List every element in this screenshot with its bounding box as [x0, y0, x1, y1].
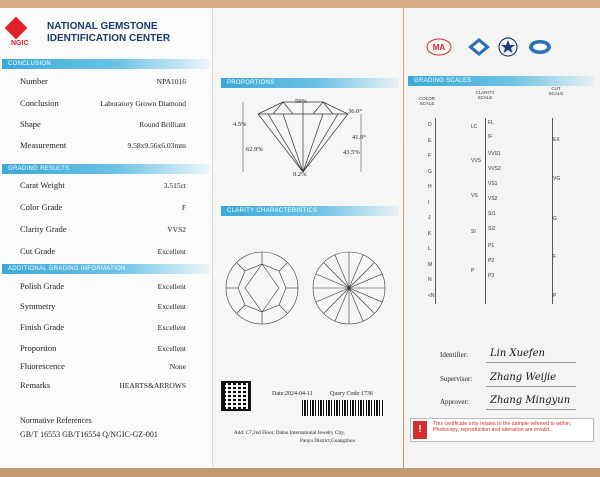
- proportion-culet: 0.2%: [293, 171, 307, 178]
- clarity-plot-pavilion: [309, 248, 389, 328]
- clarity-scale-line: [485, 118, 486, 304]
- color-grade: <N: [428, 292, 435, 299]
- color-grade: M: [428, 261, 433, 268]
- clarity-group: P: [471, 268, 475, 274]
- row-label: Color Grade: [20, 202, 63, 212]
- row-value: None: [169, 362, 186, 371]
- section-conclusion-header: CONCLUSION: [2, 59, 210, 69]
- clarity-grade: P1: [488, 243, 495, 249]
- signature-role: Identifier:: [440, 351, 468, 359]
- clarity-grade: IF: [488, 134, 493, 140]
- proportion-pavilion-angle: 41.0°: [352, 134, 366, 141]
- signature-name: Lin Xuefen: [490, 348, 545, 359]
- row-value: Excellent: [157, 247, 186, 256]
- cut-grade: G: [553, 216, 557, 222]
- row-label: Conclusion: [20, 98, 59, 108]
- row-label: Symmetry: [20, 301, 56, 311]
- clarity-group: VS: [471, 193, 478, 199]
- row-value: Excellent: [157, 302, 186, 311]
- svg-text:MA: MA: [432, 43, 446, 52]
- proportion-table: 59%: [295, 98, 307, 105]
- section-grading-results-header: GRADING RESULTS: [2, 164, 210, 174]
- color-grade: I: [428, 199, 430, 206]
- row-value: 3.515ct: [163, 181, 186, 190]
- row-label: Remarks: [20, 380, 51, 390]
- clarity-plot-crown: [222, 248, 302, 328]
- cut-scale-title: CUT SCALE: [548, 86, 564, 96]
- qr-code-pattern: [225, 385, 247, 407]
- clarity-grade: VS2: [488, 196, 498, 202]
- row-label: Carat Weight: [20, 180, 65, 190]
- row-value: NPA1016: [156, 77, 186, 86]
- row-value: VVS2: [167, 225, 186, 234]
- color-grade: K: [428, 230, 432, 237]
- signature-line: [486, 386, 576, 387]
- row-label: Polish Grade: [20, 281, 65, 291]
- section-additional-header: ADDITIONAL GRADING INFORMATION: [2, 264, 210, 274]
- disclaimer-box: [410, 418, 594, 442]
- report-date: Date:2024-04-11: [272, 391, 313, 397]
- address-line2: Panyu District,Guangzhou: [300, 438, 356, 444]
- row-value: Excellent: [157, 282, 186, 291]
- color-grade: E: [428, 137, 432, 144]
- color-grade: L: [428, 246, 431, 252]
- row-label: Number: [20, 76, 48, 86]
- certification-diamond-icon: [466, 36, 492, 58]
- cut-grade: F: [553, 254, 557, 260]
- color-scale-line: [435, 118, 436, 304]
- barcode: [302, 400, 384, 416]
- color-grade: N: [428, 277, 432, 283]
- signature-name: Zhang Mingyun: [490, 395, 571, 406]
- row-value: Laboratory Grown Diamond: [100, 99, 186, 108]
- proportion-total-depth: 62.9%: [246, 146, 263, 153]
- row-label: Measurement: [20, 140, 67, 150]
- section-proportions-header: PROPORTIONS: [221, 78, 399, 88]
- logo-abbr: NGIC: [11, 40, 29, 47]
- certification-cnas-icon: [527, 36, 553, 58]
- disclaimer-text: This certificate only relates to the sample referred to within. Photocopy, reproduction and alteration are invalid.: [433, 421, 572, 434]
- row-label: Cut Grade: [20, 246, 56, 256]
- signature-line: [486, 409, 576, 410]
- color-grade: F: [428, 153, 432, 159]
- cut-grade: EX: [553, 137, 560, 143]
- cut-scale-line: [552, 118, 553, 304]
- signature-role: Supervisor:: [440, 375, 473, 383]
- color-grade: D: [428, 122, 432, 128]
- normative-references: [20, 414, 158, 442]
- signature-role: Approver:: [440, 398, 469, 406]
- cut-grade: P: [553, 293, 557, 299]
- row-label: Finish Grade: [20, 322, 65, 332]
- row-label: Shape: [20, 119, 41, 129]
- row-value: Excellent: [157, 323, 186, 332]
- proportion-crown-height: 4.5%: [233, 121, 247, 128]
- org-name-line1: NATIONAL GEMSTONE: [47, 21, 158, 32]
- signature-line: [486, 362, 576, 363]
- clarity-scale-title: CLARITY SCALE: [475, 90, 495, 100]
- clarity-grade: VS1: [488, 181, 498, 187]
- row-label: Clarity Grade: [20, 224, 67, 234]
- proportions-diagram: [213, 92, 403, 192]
- clarity-group: LC: [471, 124, 478, 130]
- row-value: HEARTS&ARROWS: [119, 381, 186, 390]
- section-grading-scales-header: GRADING SCALES: [408, 76, 594, 86]
- org-name-line2: IDENTIFICATION CENTER: [47, 33, 171, 44]
- proportion-crown-angle: 36.0°: [348, 108, 362, 115]
- signature-name: Zhang Weijie: [490, 372, 557, 383]
- clarity-group: VVS: [471, 158, 482, 164]
- clarity-group: SI: [471, 229, 476, 235]
- color-grade: G: [428, 168, 432, 175]
- color-grade: J: [428, 215, 431, 221]
- references-title: Normative References: [20, 416, 92, 425]
- clarity-grade: VVS2: [488, 166, 501, 172]
- clarity-grade: P2: [488, 258, 495, 264]
- row-value: F: [181, 203, 186, 212]
- address-line1: Add: C7,2nd Floor, Daluo International Jewelry City,: [234, 430, 345, 436]
- clarity-grade: VVS1: [488, 151, 501, 157]
- color-scale-title: COLOR SCALE: [418, 96, 435, 106]
- row-value: Round Brilliant: [139, 120, 186, 129]
- row-label: Proportion: [20, 343, 57, 353]
- cut-grade: VG: [553, 176, 561, 182]
- row-value: 9.58x9.56x6.03mm: [127, 141, 186, 150]
- section-clarity-characteristics-header: CLARITY CHARACTERISTICS: [221, 206, 399, 216]
- references-line: GB/T 16553 GB/T16554 Q/NGIC-GZ-001: [20, 430, 158, 439]
- cma-logo-icon: [426, 36, 452, 58]
- warning-icon: !: [413, 421, 427, 439]
- clarity-grade: SI1: [488, 211, 496, 217]
- color-grade: H: [428, 184, 432, 190]
- proportion-pavilion-depth: 43.5%: [343, 149, 360, 156]
- clarity-grade: SI2: [488, 226, 496, 232]
- clarity-grade: P3: [488, 273, 495, 279]
- row-label: Fluorescence: [20, 361, 65, 371]
- row-value: Excellent: [157, 344, 186, 353]
- clarity-grade: FL: [488, 120, 494, 126]
- query-code: Query Code:1736: [330, 391, 373, 397]
- org-name: [47, 21, 170, 45]
- certification-star-icon: [495, 36, 521, 58]
